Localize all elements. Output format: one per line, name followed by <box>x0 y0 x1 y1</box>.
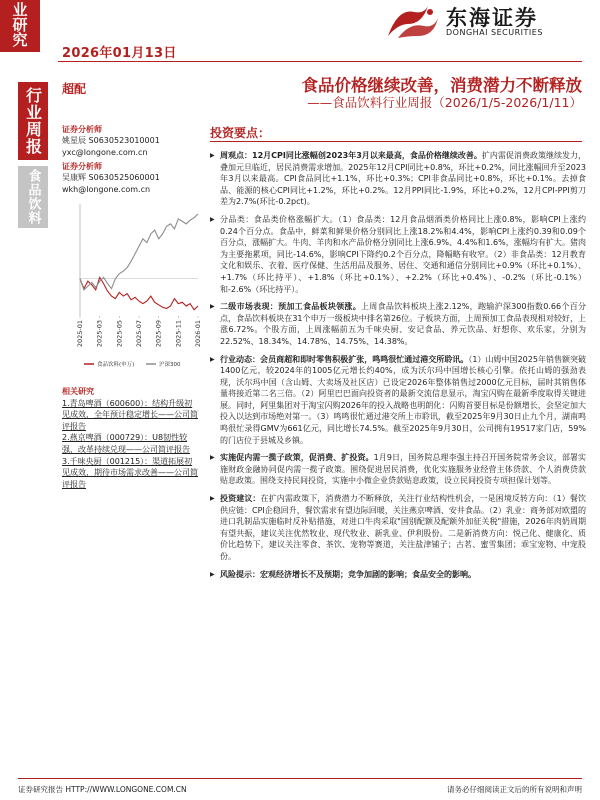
key-point <box>210 452 586 487</box>
key-point-text: （1）山姆中国2025年销售额突破1400亿元，较2024年的1005亿元增长约40%，成为沃尔玛中国增长核心引擎。依托山姆的强劲表现，沃尔玛中国（含山姆、大卖场及社区店）已设定2026年整体销售过2000亿元目标，届时其销售体量将接近第二名三倍。（2）阿里巴巴面向投资者的最新交流信息显示，淘宝闪购在最新季度取得关键进展。同时，阿里集团对于淘宝闪购2026年的投入战略也明朗化：闪购首要目标是份额增长，会坚定加大投入以达到市场绝对第一。（3）鸣鸣很忙通过港交所上市聆讯，截至2025年9月30日止九个月，湖南鸣鸣很忙录得GMV为661亿元，同比增长74.5%。截至2025年9月30日，公司拥有19517家门店，59%的门店位于县城及乡镇。 <box>220 354 587 445</box>
key-point <box>210 569 586 581</box>
footer-left[interactable]: 证券研究报告 HTTP://WWW.LONGONE.COM.CN <box>18 785 187 794</box>
series-line <box>80 277 198 309</box>
legend-label: 沪深300 <box>159 362 181 368</box>
sidebar-tag-weekly: 行业周报 <box>18 82 48 160</box>
key-point <box>210 214 586 295</box>
company-logo <box>384 2 582 44</box>
key-point <box>210 493 586 563</box>
footer-divider <box>18 778 582 779</box>
key-point-lead: 风险提示：宏观经济增长不及预期；竞争加剧的影响；食品安全的影响。 <box>220 569 476 579</box>
key-point <box>210 354 586 447</box>
related-heading: 相关研究 <box>62 387 94 396</box>
key-point-text: 扩内需促消费政策继续发力，叠加元旦临近，居民消费需求增加。2025年12月CPI同比+0.8%，环比+0.2%，同比涨幅回升至2023年3月以来最高。CPI食品同比+1.1%，环比+0.3%；CPI非食品同比+0.8%，环比+0.1%。去掉食品、能源的核心CPI同比+1.2%，环比+0.2%。12月PPI同比-1.9%，环比+0.2%，12月CPI-PPI剪刀差为2.7%(环比-0.2pct)。 <box>220 151 586 207</box>
x-tick-label: 2025-11 <box>174 320 183 348</box>
related-item[interactable]: 3.千味央厨（001215）：渠道拓展初见成效，期待市场需求改善——公司简评报告 <box>62 456 198 489</box>
analyst-email[interactable]: yxc@longone.com.cn <box>62 147 148 157</box>
analyst-card <box>62 124 160 158</box>
related-item[interactable]: 2.燕京啤酒（000729）：U8韧性较强，改革持续兑现——公司简评报告 <box>62 433 190 454</box>
report-subtitle: ——食品饮料行业周报（2026/1/5-2026/1/11） <box>307 95 582 110</box>
industry-rating: 超配 <box>62 82 87 96</box>
header-divider <box>58 61 582 62</box>
report-title: 食品价格继续改善，消费潜力不断释放 <box>301 76 582 95</box>
x-tick-label: 2025-05 <box>115 320 124 348</box>
key-point-text: 1月9日，国务院总理李强主持召开国务院常务会议，部署实施财政金融协同促内需一揽子政策。围绕促进居民消费，优化实施服务业经营主体贷款、个人消费贷款贴息政策。围绕支持民间投资，实施中小微企业贷款贴息政策，设立民间投资专项担保计划等。 <box>220 453 586 486</box>
key-point-text: 在扩内需政策下，消费潜力不断释放，关注行业结构性机会，一是困境反转方向：（1）餐饮供应链：CPI企稳回升，餐饮需求有望边际回暖，关注燕京啤酒、安井食品。（2）乳业：商务部对欧盟的进口乳制品实施临时反补贴措施，对进口牛肉采取"国别配额及配额外加征关税"措施，2026年肉奶周期有望共振，建议关注优然牧业、现代牧业、新乳业、伊利股份。二是新消费方向：悦己化、健康化、质价比趋势下，建议关注零食、茶饮、宠物等赛道，关注盐津铺子；古茗、蜜雪集团；乖宝宠物、中宠股份。 <box>220 494 586 561</box>
x-tick-label: 2025-09 <box>154 320 163 348</box>
key-point-text: 上周食品饮料板块上涨2.12%，跑输沪深300指数0.66个百分点，食品饮料板块在31个申万一级板块中排名第26位。子板块方面，上周预加工食品表现相对较好，上涨6.72%。个股方面，上周涨幅前五为千味央厨、安记食品、养元饮品、好想你、欢乐家，分别为22.52%、18.34%、14.78%、14.75%、14.38%。 <box>220 302 586 346</box>
footer-right: 请务必仔细阅读正文后的所有说明和声明 <box>447 785 582 794</box>
analyst-role: 证券分析师 <box>62 125 102 134</box>
logo-cn-text: 东海证券 <box>446 6 538 30</box>
analyst-email[interactable]: wkh@longone.com.cn <box>62 184 151 194</box>
related-item[interactable]: 1.青岛啤酒（600600）：结构升级初见成效，全年预计稳定增长——公司简评报告 <box>62 398 198 431</box>
legend-label: 食品饮料(申万) <box>97 362 135 368</box>
key-point-text: 分品类：食品类价格涨幅扩大。（1）食品类：12月食品烟酒类价格同比上涨0.8%，影响CPI上涨约0.24个百分点。食品中，鲜菜和鲜果价格分别同比上涨18.2%和4.4%，影响CPI上涨约0.39和0.09个百分点，涨幅扩大。牛肉、羊肉和水产品价格分别同比上涨6.9%、4.4%和1.6%，涨幅均有扩大。猪肉为主要拖累项，同比-14.6%，影响CPI下降约0.2个百分点，降幅略有收窄。（2）非食品类：12月教育文化和娱乐、衣着、医疗保健、生活用品及服务、居住、交通和通信分别同比+0.9%（环比+0.1%）、+1.7%（环比持平）、+1.8%（环比+0.1%）、+2.2%（环比+0.4%）、-0.2%（环比-0.1%）和-2.6%（环比持平）。 <box>220 214 586 294</box>
key-points-body <box>210 150 586 586</box>
logo-mark-icon <box>384 2 442 42</box>
analyst-card <box>62 161 160 195</box>
x-tick-label: 2025-01 <box>76 320 84 348</box>
x-tick-label: 2025-03 <box>95 320 104 348</box>
report-date: 2026年01月13日 <box>62 46 177 61</box>
sidebar-tag-industry: 食品饮料 <box>18 166 48 228</box>
sidebar-tag-research: 业研究 <box>0 0 40 52</box>
analyst-role: 证券分析师 <box>62 162 102 171</box>
logo-en-text: DONGHAI SECURITIES <box>446 28 543 37</box>
key-point-lead: 周观点：12月CPI同比涨幅创2023年3月以来最高，食品价格继续改善。 <box>220 151 482 160</box>
analyst-name: 吴康辉 S0630525060001 <box>62 173 160 183</box>
key-point-lead: 实施促内需一揽子政策，促消费、扩投资。 <box>220 453 374 463</box>
key-point-lead: 行业动态：会员商超和即时零售积极扩张，鸣鸣很忙通过港交所聆讯。 <box>220 354 469 364</box>
related-research <box>62 386 198 490</box>
key-points-title: 投资要点： <box>210 126 271 140</box>
key-point <box>210 150 586 208</box>
x-tick-label: 2026-01 <box>194 320 202 348</box>
x-tick-label: 2025-07 <box>135 320 143 348</box>
performance-chart <box>62 198 202 373</box>
key-points-divider <box>210 141 582 142</box>
key-point <box>210 301 586 347</box>
analyst-name: 姚星辰 S0630523010001 <box>62 136 160 146</box>
key-point-lead: 投资建议： <box>220 494 261 504</box>
key-point-lead: 二级市场表现：预加工食品板块领涨。 <box>220 302 362 312</box>
